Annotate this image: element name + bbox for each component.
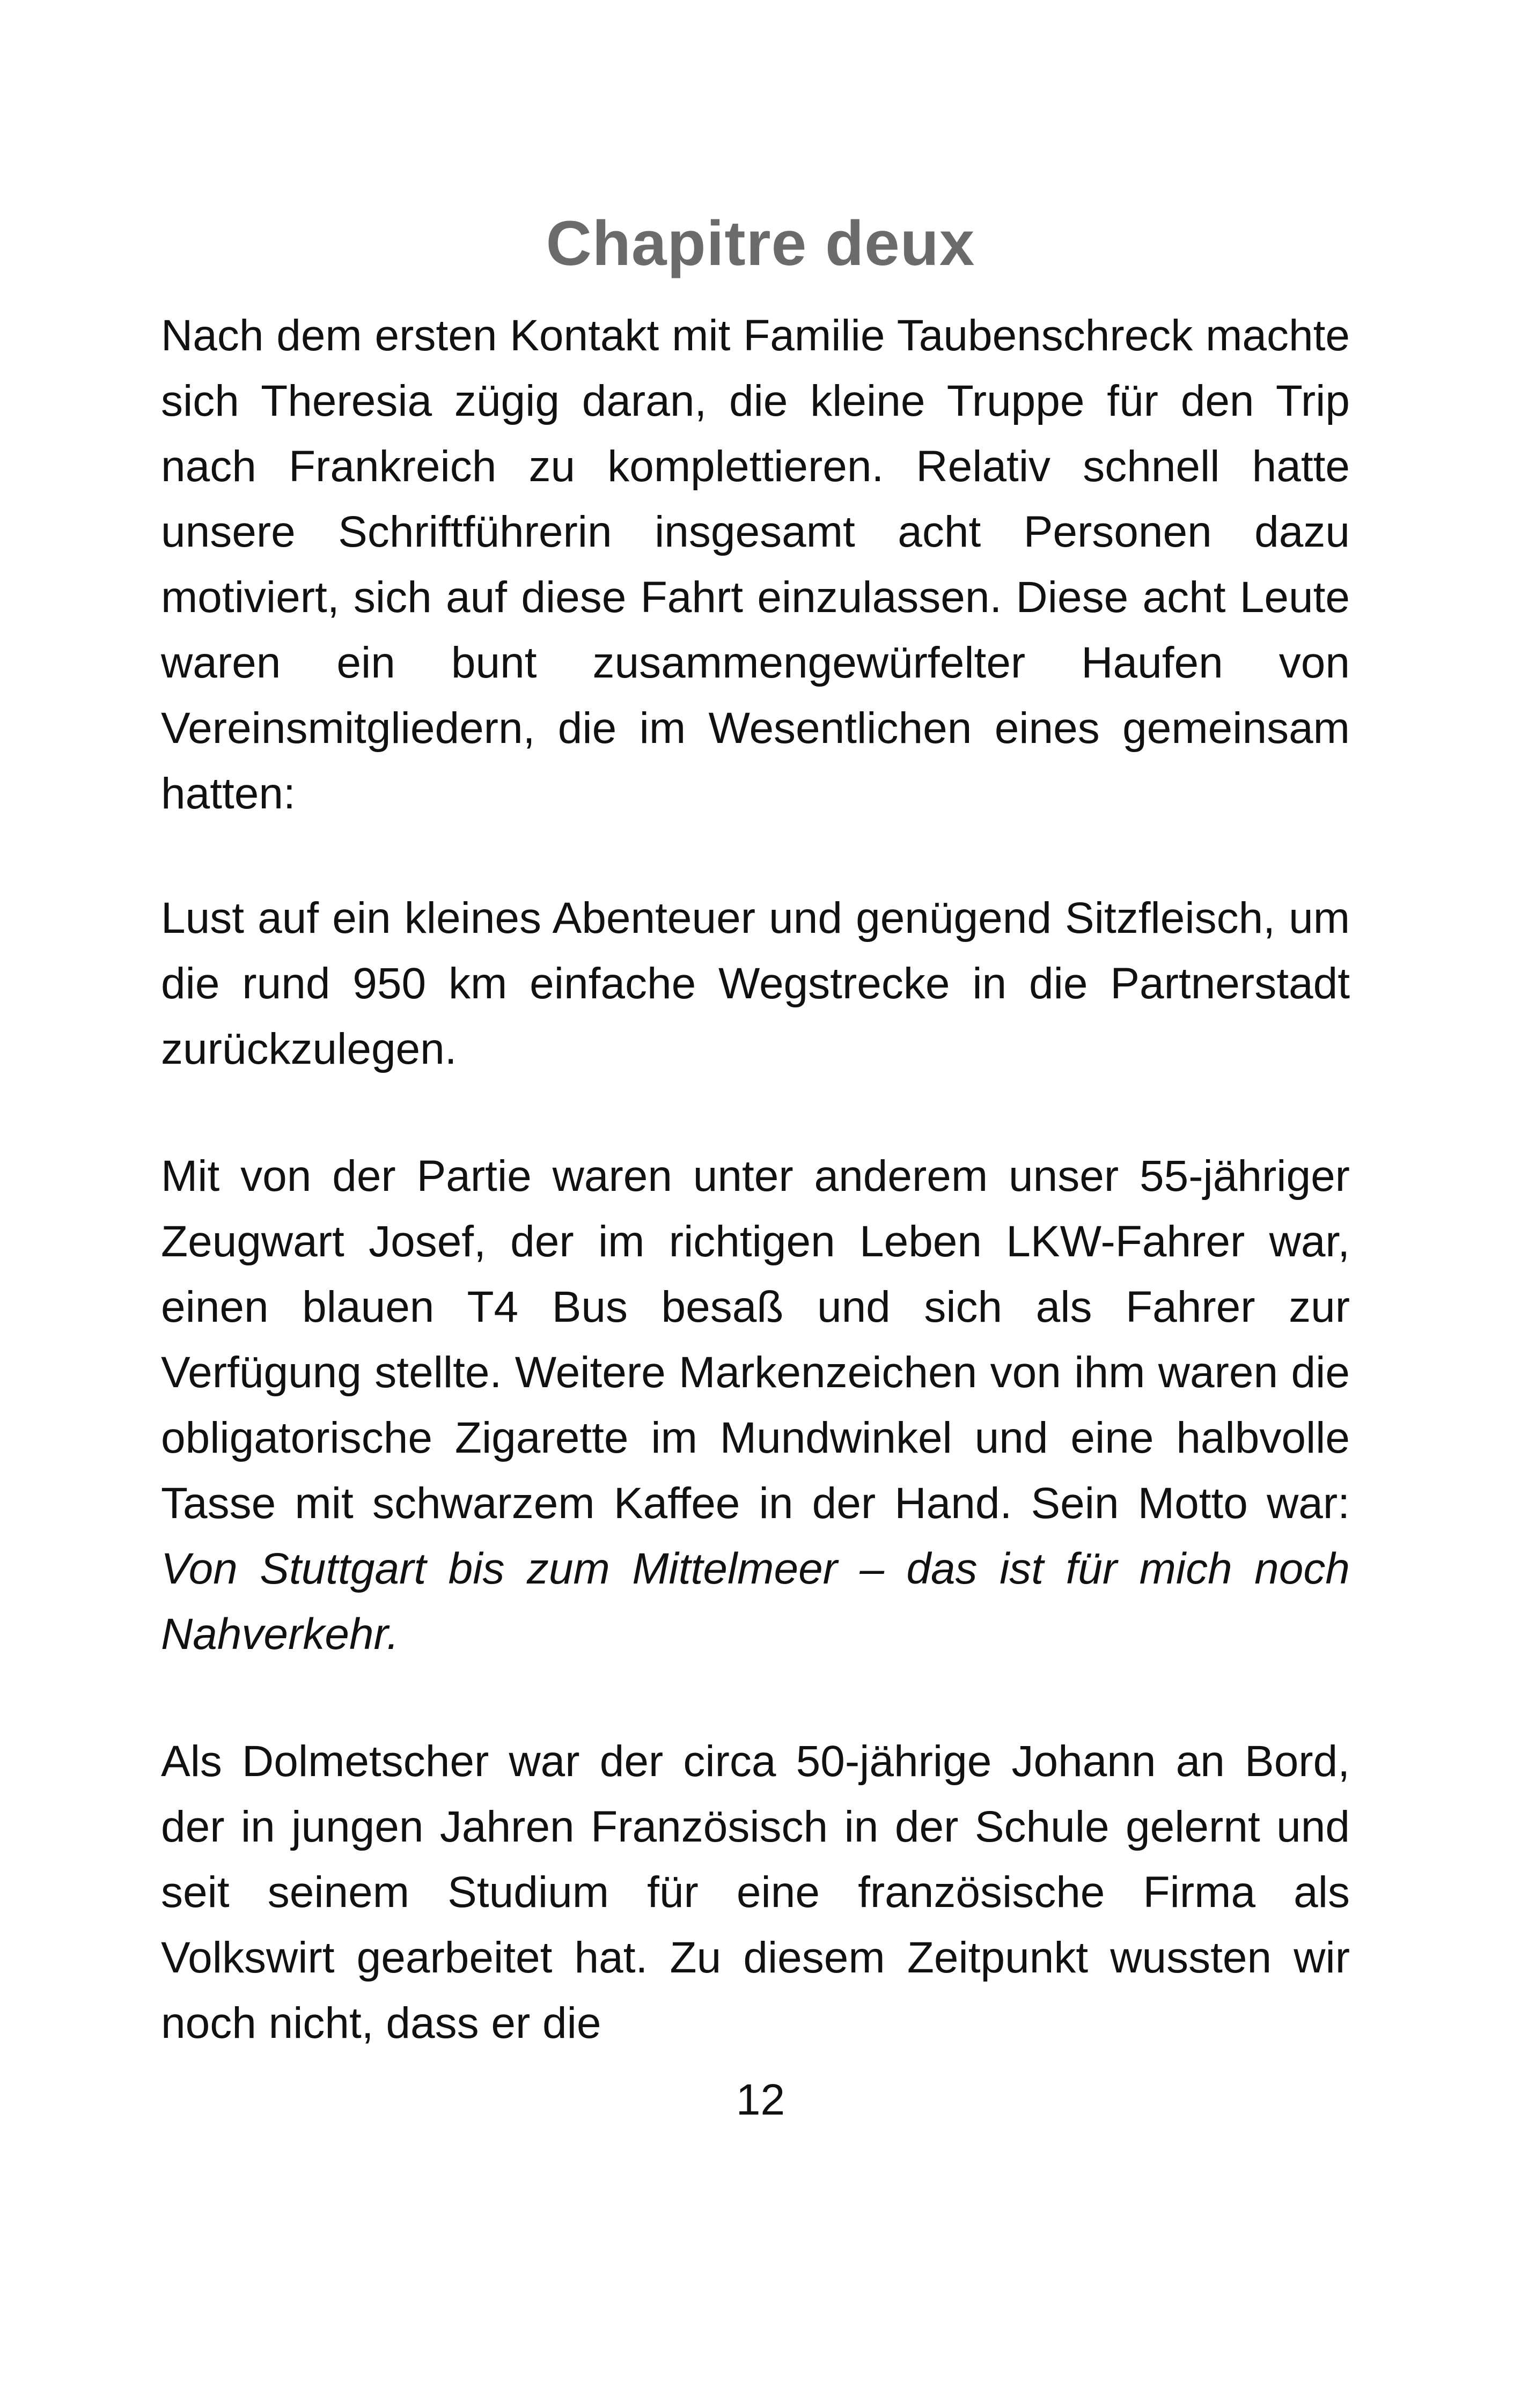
paragraph-3: [161, 1144, 1350, 1667]
paragraph-4: Als Dolmetscher war der circa 50-jährige Johann an Bord, der in jungen Jahren Französisch in der Schule gelernt und seit seinem Studium für eine französische Firma als Volkswirt gearbeitet hat. Zu diesem Zeitpunkt wussten wir noch nicht, dass er die: [161, 1737, 1350, 2048]
page-number: 12: [736, 2075, 785, 2124]
paragraph-3-text: Mit von der Partie waren unter anderem unser 55-jähriger Zeugwart Josef, der im richtigen Leben LKW-Fahrer war, einen blauen T4 Bus besaß und sich als Fahrer zur Verfügung stellte. Weitere Markenzeichen von ihm waren die obligatorische Zigarette im Mundwinkel und eine halbvolle Tasse mit schwarzem Kaffee in der Hand. Sein Motto war:: [161, 1152, 1350, 1528]
motto-quote: Von Stuttgart bis zum Mittelmeer – das ist für mich noch Nahverkehr.: [161, 1544, 1350, 1659]
page-body: [161, 303, 1350, 2056]
paragraph-1: Nach dem ersten Kontakt mit Familie Taubenschreck machte sich Theresia zügig daran, die kleine Truppe für den Trip nach Frankreich zu komplettieren. Relativ schnell hatte unsere Schriftführerin insgesamt acht Personen dazu motiviert, sich auf diese Fahrt einzulassen. Diese acht Leute waren ein bunt zusammengewürfelter Haufen von Vereinsmitgliedern, die im Wesentlichen eines gemeinsam hatten:: [161, 311, 1350, 818]
chapter-title: Chapitre deux: [546, 208, 975, 279]
paragraph-2: Lust auf ein kleines Abenteuer und genügend Sitzfleisch, um die rund 950 km einfache Wegstrecke in die Partnerstadt zurückzulegen.: [161, 894, 1350, 1073]
